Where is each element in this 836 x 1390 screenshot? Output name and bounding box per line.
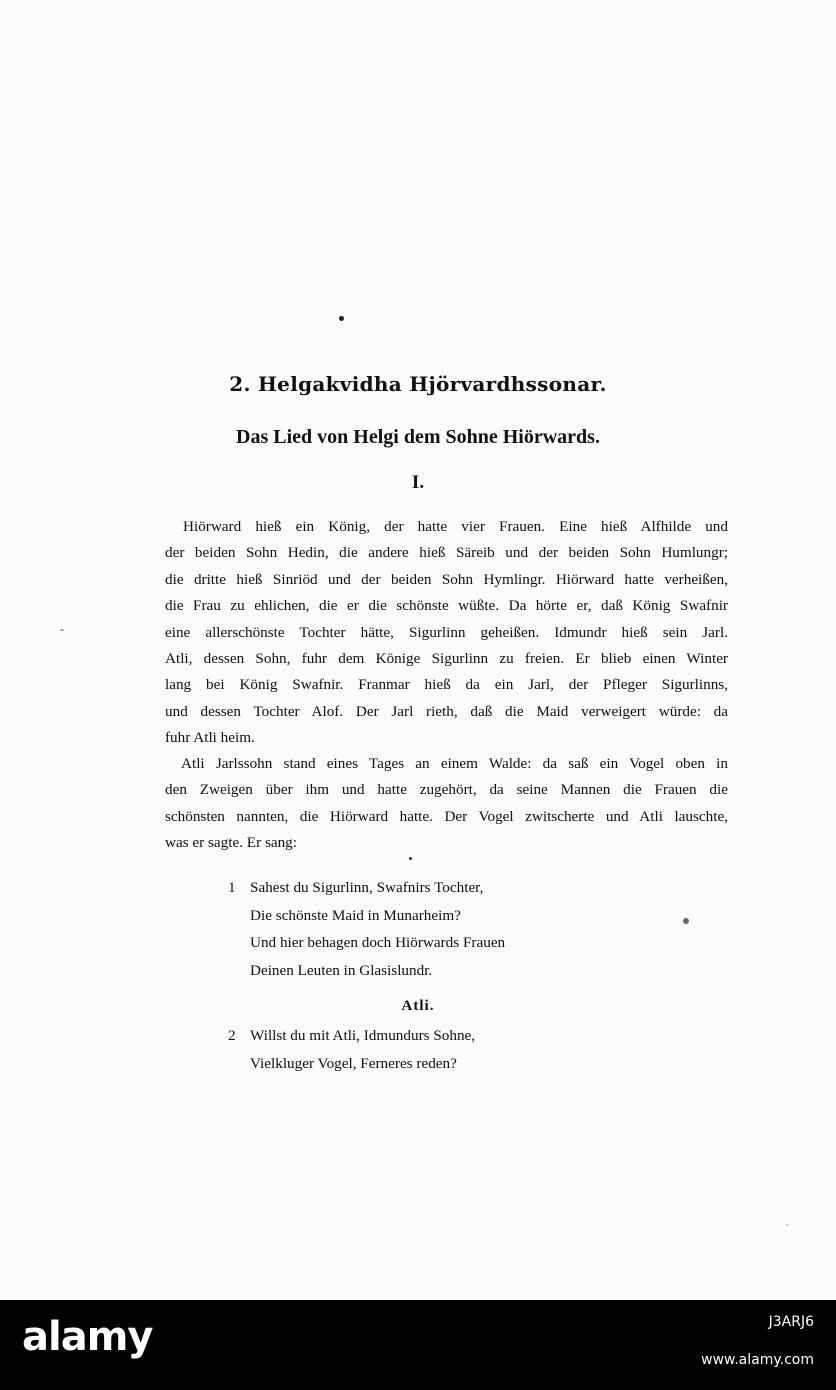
- chapter-subtitle: Das Lied von Helgi dem Sohne Hiörwards.: [236, 426, 600, 448]
- speaker-name: Atli.: [401, 998, 435, 1014]
- stanza-number: 1: [228, 879, 236, 896]
- verse-line: [228, 1022, 475, 1050]
- alamy-logo: alamy: [22, 1314, 153, 1360]
- verse-line: [228, 929, 505, 957]
- watermark-banner: [0, 1300, 836, 1390]
- verse-text: Vielkluger Vogel, Ferneres reden?: [250, 1054, 457, 1072]
- text-line: und dessen Tochter Alof. Der Jarl rieth, daß die Maid verweigert würde: da: [165, 702, 728, 720]
- verse-text: Sahest du Sigurlinn, Swafnirs Tochter,: [250, 879, 484, 896]
- section-number: I.: [411, 472, 425, 493]
- stray-mark: [339, 316, 344, 321]
- text-line: was er sagte. Er sang:: [165, 834, 298, 852]
- stray-mark: [683, 918, 689, 924]
- verse-text: Die schönste Maid in Munarheim?: [250, 906, 461, 924]
- verse-text: Deinen Leuten in Glasislundr.: [250, 961, 433, 979]
- text-line: Atli Jarlssohn stand eines Tages an einem Walde: da saß ein Vogel oben in: [181, 755, 728, 772]
- text-line: Atli, dessen Sohn, fuhr dem Könige Sigurlinn zu freien. Er blieb einen Winter: [165, 650, 728, 668]
- stray-mark: ˌ: [785, 1212, 789, 1226]
- text-line: die dritte hieß Sinriöd und der beiden Sohn Hymlingr. Hiörward hatte verheißen,: [165, 570, 728, 588]
- stanza-number: 2: [228, 1027, 236, 1044]
- verse-stanza-1: [228, 874, 505, 984]
- verse-line: [228, 957, 505, 985]
- verse-line: [228, 1050, 475, 1078]
- text-line: eine allerschönste Tochter hätte, Sigurlinn geheißen. Idmundr hieß sein Jarl.: [165, 623, 728, 641]
- text-line: die Frau zu ehlichen, die er die schönste wüßte. Da hörte er, daß König Swafnir: [165, 597, 728, 615]
- stray-mark: [409, 857, 412, 860]
- verse-line: [228, 874, 505, 902]
- verse-line: [228, 902, 505, 930]
- text-line: der beiden Sohn Hedin, die andere hieß Säreib und der beiden Sohn Humlungr;: [165, 544, 728, 562]
- chapter-title: 2. Helgakvidha Hjörvardhssonar.: [229, 372, 607, 396]
- watermark-url: www.alamy.com: [701, 1352, 814, 1368]
- prose-paragraph-1: [165, 514, 728, 752]
- text-line: fuhr Atli heim.: [165, 729, 255, 747]
- text-line: lang bei König Swafnir. Franmar hieß da ein Jarl, der Pfleger Sigurlinns,: [165, 676, 728, 694]
- verse-text: Willst du mit Atli, Idmundurs Sohne,: [250, 1027, 476, 1044]
- image-id: J3ARJ6: [768, 1314, 814, 1330]
- text-line: schönsten nannten, die Hiörward hatte. Der Vogel zwitscherte und Atli lauschte,: [165, 807, 728, 825]
- verse-stanza-2: [228, 1022, 475, 1077]
- text-line: Hiörward hieß ein König, der hatte vier Frauen. Eine hieß Alfhilde und: [183, 518, 728, 535]
- verse-text: Und hier behagen doch Hiörwards Frauen: [250, 934, 506, 951]
- prose-paragraph-2: [165, 751, 728, 857]
- text-line: den Zweigen über ihm und hatte zugehört, da seine Mannen die Frauen die: [165, 781, 728, 799]
- stray-mark: -: [60, 622, 64, 636]
